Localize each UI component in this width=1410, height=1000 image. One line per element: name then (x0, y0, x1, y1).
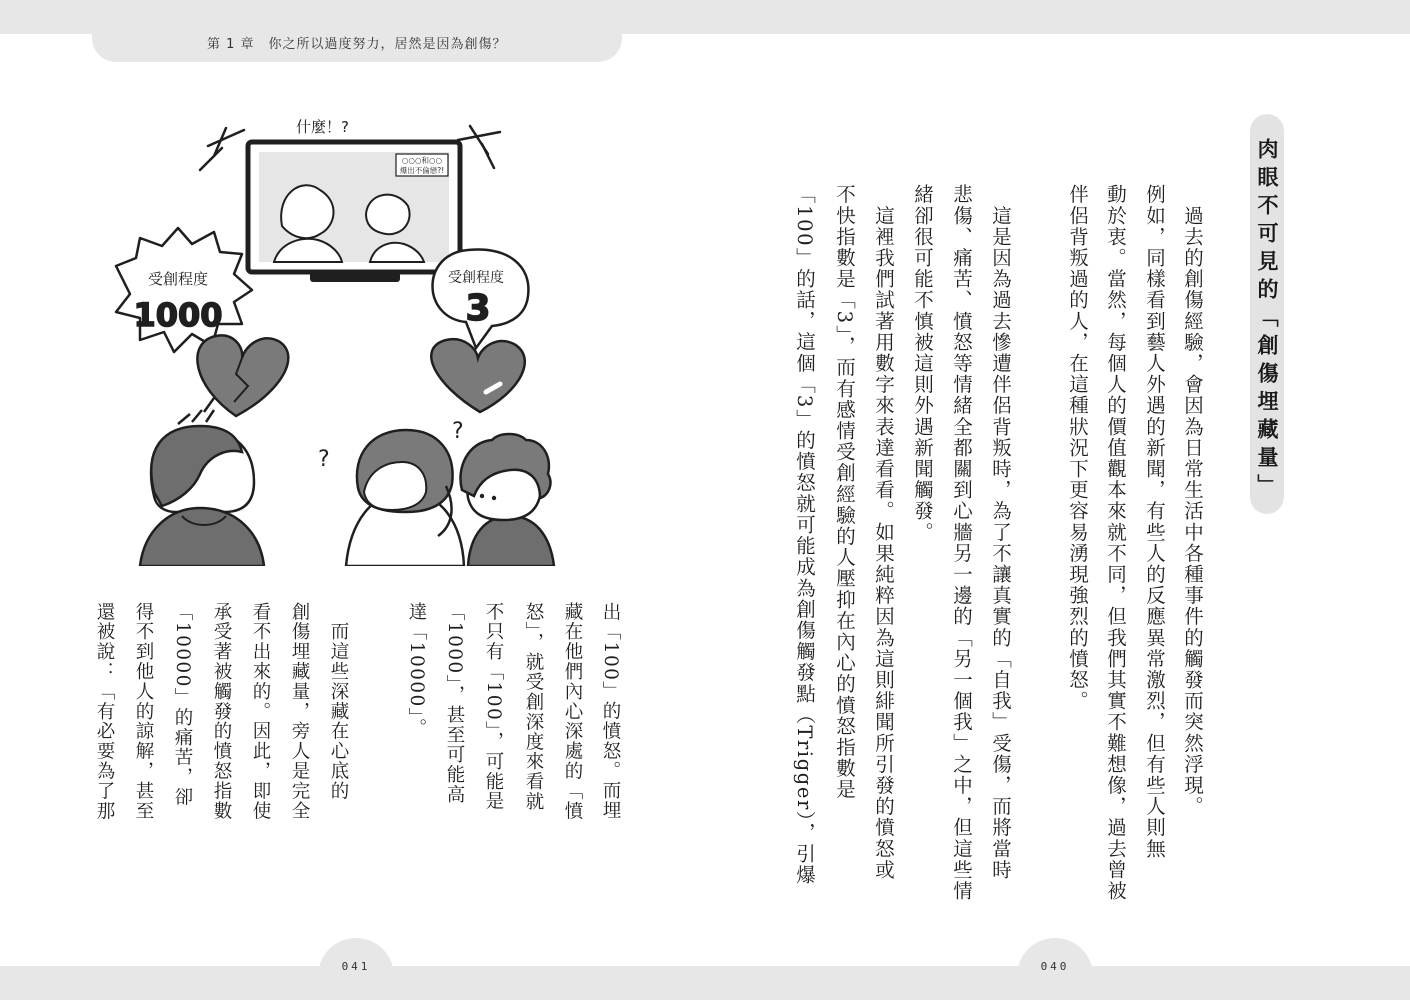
person-left (140, 410, 264, 566)
question-mark-icon: ? (452, 419, 464, 444)
bubble-left-value: 1000 (133, 296, 223, 334)
bubble-right-label: 受創程度 (448, 270, 504, 286)
damage-burst-bubble (116, 228, 252, 352)
broken-heart-icon (197, 335, 288, 416)
bottom-page-band (0, 966, 1410, 1000)
body-column: 怒」，就受創深度來看就 (523, 602, 544, 812)
tv-caption-line1: ○○○和○○ (401, 156, 443, 165)
left-page-number: 041 (341, 960, 371, 973)
body-column: 而這些深藏在心底的 (328, 602, 349, 801)
bubble-left-label: 受創程度 (147, 270, 209, 288)
body-column: 過去的創傷經驗，會因為日常生活中各種事件的觸發而突然浮現。 (1181, 184, 1204, 817)
body-column: 這是因為過去慘遭伴侶背叛時，為了不讓真實的「自我」受傷，而將當時 (989, 184, 1012, 881)
body-column: 動於衷。當然，每個人的價值觀本來就不同，但我們其實不難想像，過去曾被 (1104, 184, 1127, 902)
body-column: 承受著被觸發的憤怒指數 (211, 602, 232, 821)
damage-speech-bubble (433, 249, 529, 348)
body-column: 達「10000」。 (406, 602, 427, 739)
body-column: 例如，同樣看到藝人外遇的新聞，有些人的反應異常激烈，但有些人則無 (1143, 184, 1166, 860)
body-column: 「100」的話，這個「3」的憤怒就可能成為創傷觸發點（Trigger），引爆 (793, 184, 816, 886)
person-middle (346, 430, 464, 566)
body-column: 藏在他們內心深處的「憤 (562, 602, 583, 821)
right-page-number: 040 (1040, 960, 1070, 973)
body-column: 這裡我們試著用數字來表達看看。如果純粹因為這則緋聞所引發的憤怒或 (872, 184, 895, 881)
tv-caption-line2: 爆出不倫戀?! (399, 166, 445, 175)
running-header: 第 1 章 你之所以過度努力，居然是因為創傷？ (207, 37, 507, 52)
body-column: 不只有「100」，可能是 (483, 602, 504, 812)
exclaim-text: 什麼！? (296, 118, 349, 136)
question-mark-icon: ? (318, 447, 330, 472)
body-column: 得不到他人的諒解，甚至 (133, 602, 154, 821)
body-column: 出「100」的憤怒。而埋 (600, 602, 621, 821)
bubble-right-value: 3 (465, 288, 491, 329)
body-column: 悲傷、痛苦、憤怒等情緒全都關到心牆另一邊的「另一個我」之中，但這些情 (950, 184, 973, 902)
body-column: 「10000」的痛苦，卻 (172, 602, 193, 808)
section-title: 肉眼不可見的「創傷埋藏量」 (1255, 138, 1279, 502)
illustration (96, 96, 576, 566)
body-column: 不快指數是「3」，而有感情受創經驗的人壓抑在內心的憤怒指數是 (833, 184, 856, 801)
body-column: 「1000」，甚至可能高 (444, 602, 465, 805)
person-right (460, 434, 554, 566)
body-column: 還被說：「有必要為了那 (94, 602, 115, 821)
heart-icon (431, 339, 525, 412)
body-column: 緒卻很可能不慎被這則外遇新聞觸發。 (911, 184, 934, 543)
body-column: 伴侶背叛過的人，在這種狀況下更容易湧現強烈的憤怒。 (1066, 184, 1089, 712)
body-column: 看不出來的。因此，即使 (250, 602, 271, 821)
body-column: 創傷埋藏量，旁人是完全 (289, 602, 310, 821)
television (248, 142, 460, 282)
